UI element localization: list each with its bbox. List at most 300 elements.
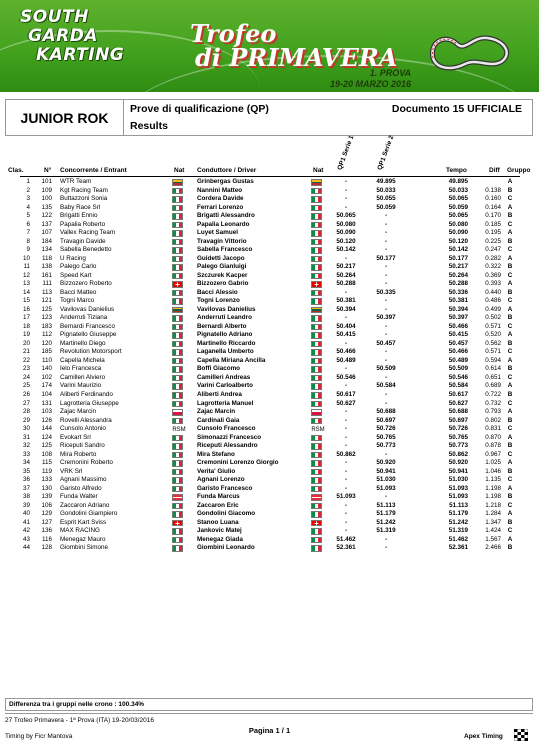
number-cell: 103	[41, 408, 52, 416]
number-cell: 139	[41, 493, 52, 501]
group-cell: A	[507, 305, 513, 313]
brand-line1: SOUTH	[20, 7, 89, 27]
serie1-time-cell: -	[344, 501, 348, 509]
driver-flag-icon	[311, 409, 322, 416]
best-time-cell: 50.765	[448, 433, 468, 441]
driver-flag-icon	[311, 375, 322, 382]
driver-flag-icon	[311, 341, 322, 348]
best-time-cell: 50.090	[448, 229, 468, 237]
table-row	[0, 485, 539, 494]
serie1-time-cell: -	[344, 195, 348, 203]
serie2-time-cell: 50.033	[376, 186, 396, 194]
entrant-cell: Aliberti Ferdinando	[60, 391, 113, 398]
number-cell: 110	[41, 356, 52, 364]
gap-cell: 0.393	[485, 280, 501, 288]
group-cell: A	[507, 254, 513, 262]
col-header-driver: Conduttore / Driver	[197, 167, 257, 174]
number-cell: 140	[41, 365, 52, 373]
best-time-cell: 50.773	[448, 442, 468, 450]
serie2-time-cell: -	[384, 322, 388, 330]
position-cell: 24	[22, 373, 30, 381]
gap-cell: 0.225	[485, 237, 501, 245]
position-cell: 15	[22, 297, 30, 305]
best-time-cell: 50.065	[448, 195, 468, 203]
entrant-flag-icon	[172, 205, 183, 212]
best-time-cell: 50.381	[448, 297, 468, 305]
table-row	[0, 297, 539, 306]
table-row	[0, 229, 539, 238]
serie1-time-cell: -	[344, 178, 348, 185]
best-time-cell: 50.726	[448, 425, 468, 433]
position-cell: 6	[26, 220, 30, 228]
group-cell: A	[507, 229, 513, 237]
group-cell: A	[507, 280, 513, 288]
best-time-cell: 51.113	[449, 501, 468, 509]
driver-flag-icon	[311, 435, 322, 442]
position-cell: 18	[22, 322, 30, 330]
number-cell: 118	[41, 254, 52, 262]
gap-cell: 0.170	[485, 212, 501, 220]
gap-cell: 0.689	[485, 382, 501, 390]
entrant-cell: Brigatti Ennio	[60, 212, 98, 220]
best-time-cell: 50.697	[448, 416, 468, 424]
table-row	[0, 221, 539, 230]
serie2-time-cell: 50.059	[376, 203, 396, 211]
number-cell: 121	[41, 297, 52, 305]
serie1-time-cell: 50.394	[336, 305, 356, 313]
driver-cell: Martinello Riccardo	[197, 339, 256, 347]
serie2-time-cell: -	[384, 246, 388, 254]
gap-cell: 0.878	[485, 442, 501, 450]
serie1-time-cell: 50.381	[336, 297, 356, 305]
table-row	[0, 289, 539, 298]
best-time-cell: 50.177	[448, 254, 468, 262]
entrant-cell: Vavilovas Danielius	[60, 305, 115, 313]
serie1-time-cell: 50.617	[336, 391, 356, 398]
entrant-flag-icon	[172, 222, 183, 229]
gap-cell: 1.284	[485, 510, 501, 518]
event-info: 27 Trofeo Primavera - 1ª Prova (ITA) 19-20/03/2016	[5, 717, 154, 724]
entrant-flag-icon: RSM	[172, 427, 186, 434]
position-cell: 29	[22, 416, 30, 424]
position-cell: 32	[22, 442, 30, 450]
serie1-time-cell: -	[344, 339, 348, 347]
serie1-time-cell: 50.546	[336, 373, 356, 381]
entrant-cell: Rovelli Alessandra	[60, 416, 112, 424]
driver-flag-icon	[311, 460, 322, 467]
best-time-cell: 50.546	[448, 373, 468, 381]
entrant-flag-icon	[172, 256, 183, 263]
apex-timing-credit: Apex Timing	[464, 733, 503, 740]
best-time-cell: 51.030	[448, 476, 468, 484]
serie2-time-cell: -	[384, 305, 388, 313]
group-cell: C	[507, 195, 513, 203]
table-row	[0, 238, 539, 247]
group-cell: B	[507, 467, 513, 475]
driver-flag-icon	[311, 418, 322, 425]
entrant-cell: Kgt Racing Team	[60, 186, 108, 194]
number-cell: 115	[41, 459, 52, 467]
table-row	[0, 195, 539, 204]
entrant-flag-icon	[172, 511, 183, 518]
driver-flag-icon	[311, 264, 322, 271]
number-cell: 184	[41, 237, 52, 245]
number-cell: 137	[41, 220, 52, 228]
driver-cell: Lagrotteria Manuel	[197, 399, 254, 407]
driver-flag-icon	[311, 315, 322, 322]
best-time-cell: 50.415	[448, 331, 468, 339]
entrant-flag-icon	[172, 392, 183, 399]
driver-cell: Menegaz Giada	[197, 535, 243, 543]
driver-flag-icon	[311, 358, 322, 365]
position-cell: 33	[22, 450, 30, 458]
table-row	[0, 476, 539, 485]
best-time-cell: 51.093	[448, 493, 468, 501]
table-row	[0, 374, 539, 383]
entrant-flag-icon	[172, 537, 183, 544]
driver-cell: Papalia Leonardo	[197, 220, 250, 228]
entrant-cell: Papalia Roberto	[60, 220, 106, 228]
serie1-time-cell: 50.217	[336, 263, 356, 271]
footer-divider	[5, 713, 533, 714]
driver-cell: Bacci Alessio	[197, 288, 238, 296]
gap-cell: 0.499	[485, 305, 501, 313]
page-number: Pagina 1 / 1	[248, 726, 291, 735]
position-cell: 5	[26, 212, 30, 220]
driver-flag-icon	[311, 239, 322, 246]
number-cell: 109	[41, 186, 52, 194]
entrant-flag-icon	[172, 358, 183, 365]
position-cell: 40	[22, 510, 30, 518]
col-header-nat1: Nat	[174, 167, 185, 174]
number-cell: 174	[41, 382, 52, 390]
driver-flag-icon	[311, 196, 322, 203]
driver-cell: Jankovic Matej	[197, 527, 242, 535]
serie2-time-cell: -	[384, 297, 388, 305]
results-header	[5, 99, 533, 136]
number-cell: 138	[41, 263, 52, 271]
group-cell: A	[507, 331, 513, 339]
entrant-cell: U Racing	[60, 254, 86, 262]
entrant-flag-icon	[172, 341, 183, 348]
position-cell: 10	[22, 254, 30, 262]
number-cell: 119	[41, 467, 52, 475]
serie2-time-cell: 50.509	[376, 365, 396, 373]
driver-flag-icon	[311, 273, 322, 280]
position-cell: 43	[22, 535, 30, 543]
driver-cell: Zajac Marcin	[197, 408, 236, 416]
entrant-cell: Cremonini Roberto	[60, 459, 113, 467]
driver-flag-icon	[311, 366, 322, 373]
number-cell: 134	[41, 246, 52, 254]
group-cell: B	[507, 518, 513, 526]
col-header-pos: Clas.	[8, 167, 24, 174]
gap-cell: 1.198	[485, 493, 501, 501]
best-time-cell: 50.627	[448, 399, 468, 407]
table-row	[0, 425, 539, 434]
serie1-time-cell: 50.065	[336, 212, 356, 220]
entrant-cell: Vallex Racing Team	[60, 229, 116, 237]
best-time-cell: 50.397	[448, 314, 468, 322]
serie1-time-cell: -	[344, 314, 348, 322]
entrant-cell: Bernardi Francesco	[60, 322, 115, 330]
serie2-time-cell: -	[384, 399, 388, 407]
driver-cell: Verita' Giulio	[197, 467, 236, 475]
entrant-flag-icon	[172, 443, 183, 450]
serie2-time-cell: 50.335	[376, 288, 396, 296]
position-cell: 31	[22, 433, 30, 441]
best-time-cell: 50.509	[448, 365, 468, 373]
table-row	[0, 306, 539, 315]
entrant-cell: Esprit Kart Sviss	[60, 518, 107, 526]
driver-flag-icon	[311, 401, 322, 408]
driver-flag-icon	[311, 486, 322, 493]
entrant-flag-icon	[172, 418, 183, 425]
track-map-icon	[425, 28, 517, 74]
driver-flag-icon	[311, 290, 322, 297]
driver-cell: Camilleri Andreas	[197, 373, 251, 381]
serie1-time-cell: -	[344, 527, 348, 535]
brand-line3: KARTING	[36, 45, 125, 65]
best-time-cell: 51.242	[448, 518, 468, 526]
entrant-cell: Travagin Davide	[60, 237, 106, 245]
entrant-flag-icon	[172, 469, 183, 476]
driver-flag-icon	[311, 520, 322, 527]
entrant-flag-icon	[172, 528, 183, 535]
entrant-cell: Revolution Motorsport	[60, 348, 122, 356]
serie2-time-cell: -	[384, 450, 388, 458]
entrant-flag-icon	[172, 281, 183, 288]
serie2-time-cell: -	[384, 220, 388, 228]
group-cell: A	[507, 484, 513, 492]
position-cell: 37	[22, 484, 30, 492]
table-row	[0, 255, 539, 264]
driver-cell: Guidetti Jacopo	[197, 254, 245, 262]
entrant-flag-icon	[172, 375, 183, 382]
serie2-time-cell: 51.113	[376, 501, 396, 509]
position-cell: 4	[26, 203, 30, 211]
gap-cell: 0.440	[485, 288, 501, 296]
position-cell: 34	[22, 459, 30, 467]
entrant-cell: Lagrotteria Giuseppe	[60, 399, 119, 407]
position-cell: 28	[22, 408, 30, 416]
driver-cell: Gondolini Giacomo	[197, 510, 256, 518]
driver-cell: Luyet Samuel	[197, 229, 238, 237]
driver-cell: Bernardi Alberto	[197, 322, 247, 330]
driver-cell: Garisto Francesco	[197, 484, 253, 492]
entrant-cell: Bizzozero Roberto	[60, 280, 112, 288]
serie2-time-cell: -	[384, 229, 388, 237]
driver-cell: Funda Marcus	[197, 493, 240, 501]
serie1-time-cell: -	[344, 186, 348, 194]
number-cell: 104	[41, 391, 52, 398]
serie1-time-cell: 50.142	[336, 246, 356, 254]
number-cell: 136	[41, 527, 52, 535]
table-row	[0, 204, 539, 213]
position-cell: 1	[26, 178, 30, 185]
best-time-cell: 50.217	[448, 263, 468, 271]
round-info	[330, 68, 411, 90]
driver-flag-icon	[311, 477, 322, 484]
table-row	[0, 357, 539, 366]
group-cell: A	[507, 382, 513, 390]
serie1-time-cell: 50.080	[336, 220, 356, 228]
best-time-cell: 50.941	[448, 467, 468, 475]
best-time-cell: 50.617	[448, 391, 468, 398]
position-cell: 12	[22, 271, 30, 279]
driver-flag-icon	[311, 256, 322, 263]
table-row	[0, 400, 539, 409]
best-time-cell: 50.336	[448, 288, 468, 296]
position-cell: 23	[22, 365, 30, 373]
driver-flag-icon	[311, 298, 322, 305]
number-cell: 116	[41, 535, 52, 543]
driver-flag-icon	[311, 383, 322, 390]
serie2-time-cell: 51.179	[376, 510, 396, 518]
number-cell: 161	[41, 271, 52, 279]
col-header-time: Tempo	[446, 167, 467, 174]
entrant-flag-icon	[172, 213, 183, 220]
entrant-cell: Varini Maurizio	[60, 382, 102, 390]
number-cell: 130	[41, 484, 52, 492]
group-cell: C	[507, 425, 513, 433]
entrant-cell: Martinello Diego	[60, 339, 106, 347]
serie2-time-cell: 50.697	[376, 416, 396, 424]
driver-flag-icon	[311, 230, 322, 237]
best-time-cell: 50.142	[448, 246, 468, 254]
serie2-time-cell: 50.584	[376, 382, 396, 390]
entrant-cell: Funda Walter	[60, 493, 98, 501]
number-cell: 183	[41, 322, 52, 330]
best-time-cell: 50.920	[448, 459, 468, 467]
entrant-flag-icon	[172, 298, 183, 305]
position-cell: 9	[26, 246, 30, 254]
driver-cell: Cardinali Gaia	[197, 416, 240, 424]
serie1-time-cell: 50.288	[336, 280, 356, 288]
driver-cell: Zaccaron Eric	[197, 501, 239, 509]
serie1-time-cell: -	[344, 288, 348, 296]
entrant-flag-icon	[172, 383, 183, 390]
table-row	[0, 280, 539, 289]
best-time-cell: 51.319	[448, 527, 468, 535]
table-row	[0, 434, 539, 443]
session-title: Prove di qualificazione (QP)	[130, 103, 269, 115]
table-row	[0, 323, 539, 332]
driver-cell: Simonazzi Francesco	[197, 433, 262, 441]
serie2-time-cell: 50.055	[376, 195, 396, 203]
number-cell: 111	[42, 280, 52, 288]
serie2-time-cell: 51.093	[376, 484, 396, 492]
best-time-cell: 52.361	[448, 544, 468, 552]
serie1-time-cell: 50.404	[336, 322, 356, 330]
position-cell: 20	[22, 339, 30, 347]
serie2-time-cell: 51.319	[376, 527, 396, 535]
serie1-time-cell: 50.120	[336, 237, 356, 245]
driver-flag-icon	[311, 213, 322, 220]
serie2-time-cell: -	[384, 391, 388, 398]
gap-cell: 1.218	[485, 501, 501, 509]
driver-flag-icon	[311, 307, 322, 314]
driver-flag-icon	[311, 469, 322, 476]
entrant-cell: WTR Team	[60, 178, 92, 185]
serie2-time-cell: -	[384, 493, 388, 501]
entrant-cell: Zajac Marcin	[60, 408, 97, 416]
serie1-time-cell: -	[344, 510, 348, 518]
entrant-flag-icon	[172, 332, 183, 339]
header-divider	[20, 176, 520, 177]
gap-cell: 0.732	[485, 399, 501, 407]
driver-cell: Pignatello Adriano	[197, 331, 253, 339]
gap-cell: 0.831	[485, 425, 501, 433]
serie2-time-cell: 50.726	[376, 425, 396, 433]
number-cell: 108	[41, 450, 52, 458]
driver-cell: Ferrari Lorenzo	[197, 203, 244, 211]
driver-flag-icon	[311, 332, 322, 339]
position-cell: 19	[22, 331, 30, 339]
best-time-cell: 50.489	[448, 356, 468, 364]
driver-cell: Capella Miriana Ancilla	[197, 356, 266, 364]
group-cell: A	[507, 510, 513, 518]
number-cell: 120	[41, 339, 52, 347]
number-cell: 126	[41, 416, 52, 424]
serie2-time-cell: 50.688	[376, 408, 396, 416]
table-row	[0, 314, 539, 323]
group-cell: B	[507, 544, 513, 552]
serie1-time-cell: 50.862	[336, 450, 356, 458]
gap-cell: 0.160	[485, 195, 501, 203]
gap-cell: 0.520	[485, 331, 501, 339]
entrant-cell: Garisto Alfredo	[60, 484, 102, 492]
gap-cell: 0.722	[485, 391, 501, 398]
table-row	[0, 246, 539, 255]
group-cell: C	[507, 476, 513, 484]
gap-cell: 0.164	[485, 203, 501, 211]
driver-cell: Vavilovas Danielius	[197, 305, 256, 313]
serie2-time-cell: -	[384, 373, 388, 381]
driver-flag-icon	[311, 205, 322, 212]
entrant-cell: Giombini Simone	[60, 544, 108, 552]
event-banner	[0, 0, 539, 92]
gap-cell: 0.322	[485, 263, 501, 271]
number-cell: 107	[41, 229, 52, 237]
group-cell: B	[507, 339, 513, 347]
serie2-time-cell: -	[384, 348, 388, 356]
table-row	[0, 510, 539, 519]
table-row	[0, 536, 539, 545]
table-row	[0, 459, 539, 468]
entrant-flag-icon	[172, 452, 183, 459]
entrant-cell: VRK Srl	[60, 467, 83, 475]
title-line1: Trofeo	[190, 19, 277, 48]
group-cell: C	[507, 450, 513, 458]
driver-cell: Brigatti Alessandro	[197, 212, 255, 220]
position-cell: 27	[22, 399, 30, 407]
best-time-cell: 50.288	[448, 280, 468, 288]
driver-cell: Sabella Francesco	[197, 246, 253, 254]
entrant-cell: Mira Roberto	[60, 450, 97, 458]
group-cell: C	[507, 246, 513, 254]
table-row	[0, 493, 539, 502]
serie2-time-cell: 50.941	[376, 467, 396, 475]
group-cell: A	[507, 203, 513, 211]
position-cell: 3	[26, 195, 30, 203]
col-header-num: N°	[44, 167, 52, 174]
serie1-time-cell: 50.415	[336, 331, 356, 339]
table-row	[0, 263, 539, 272]
best-time-cell: 50.688	[448, 408, 468, 416]
table-row	[0, 272, 539, 281]
driver-flag-icon	[311, 179, 322, 186]
